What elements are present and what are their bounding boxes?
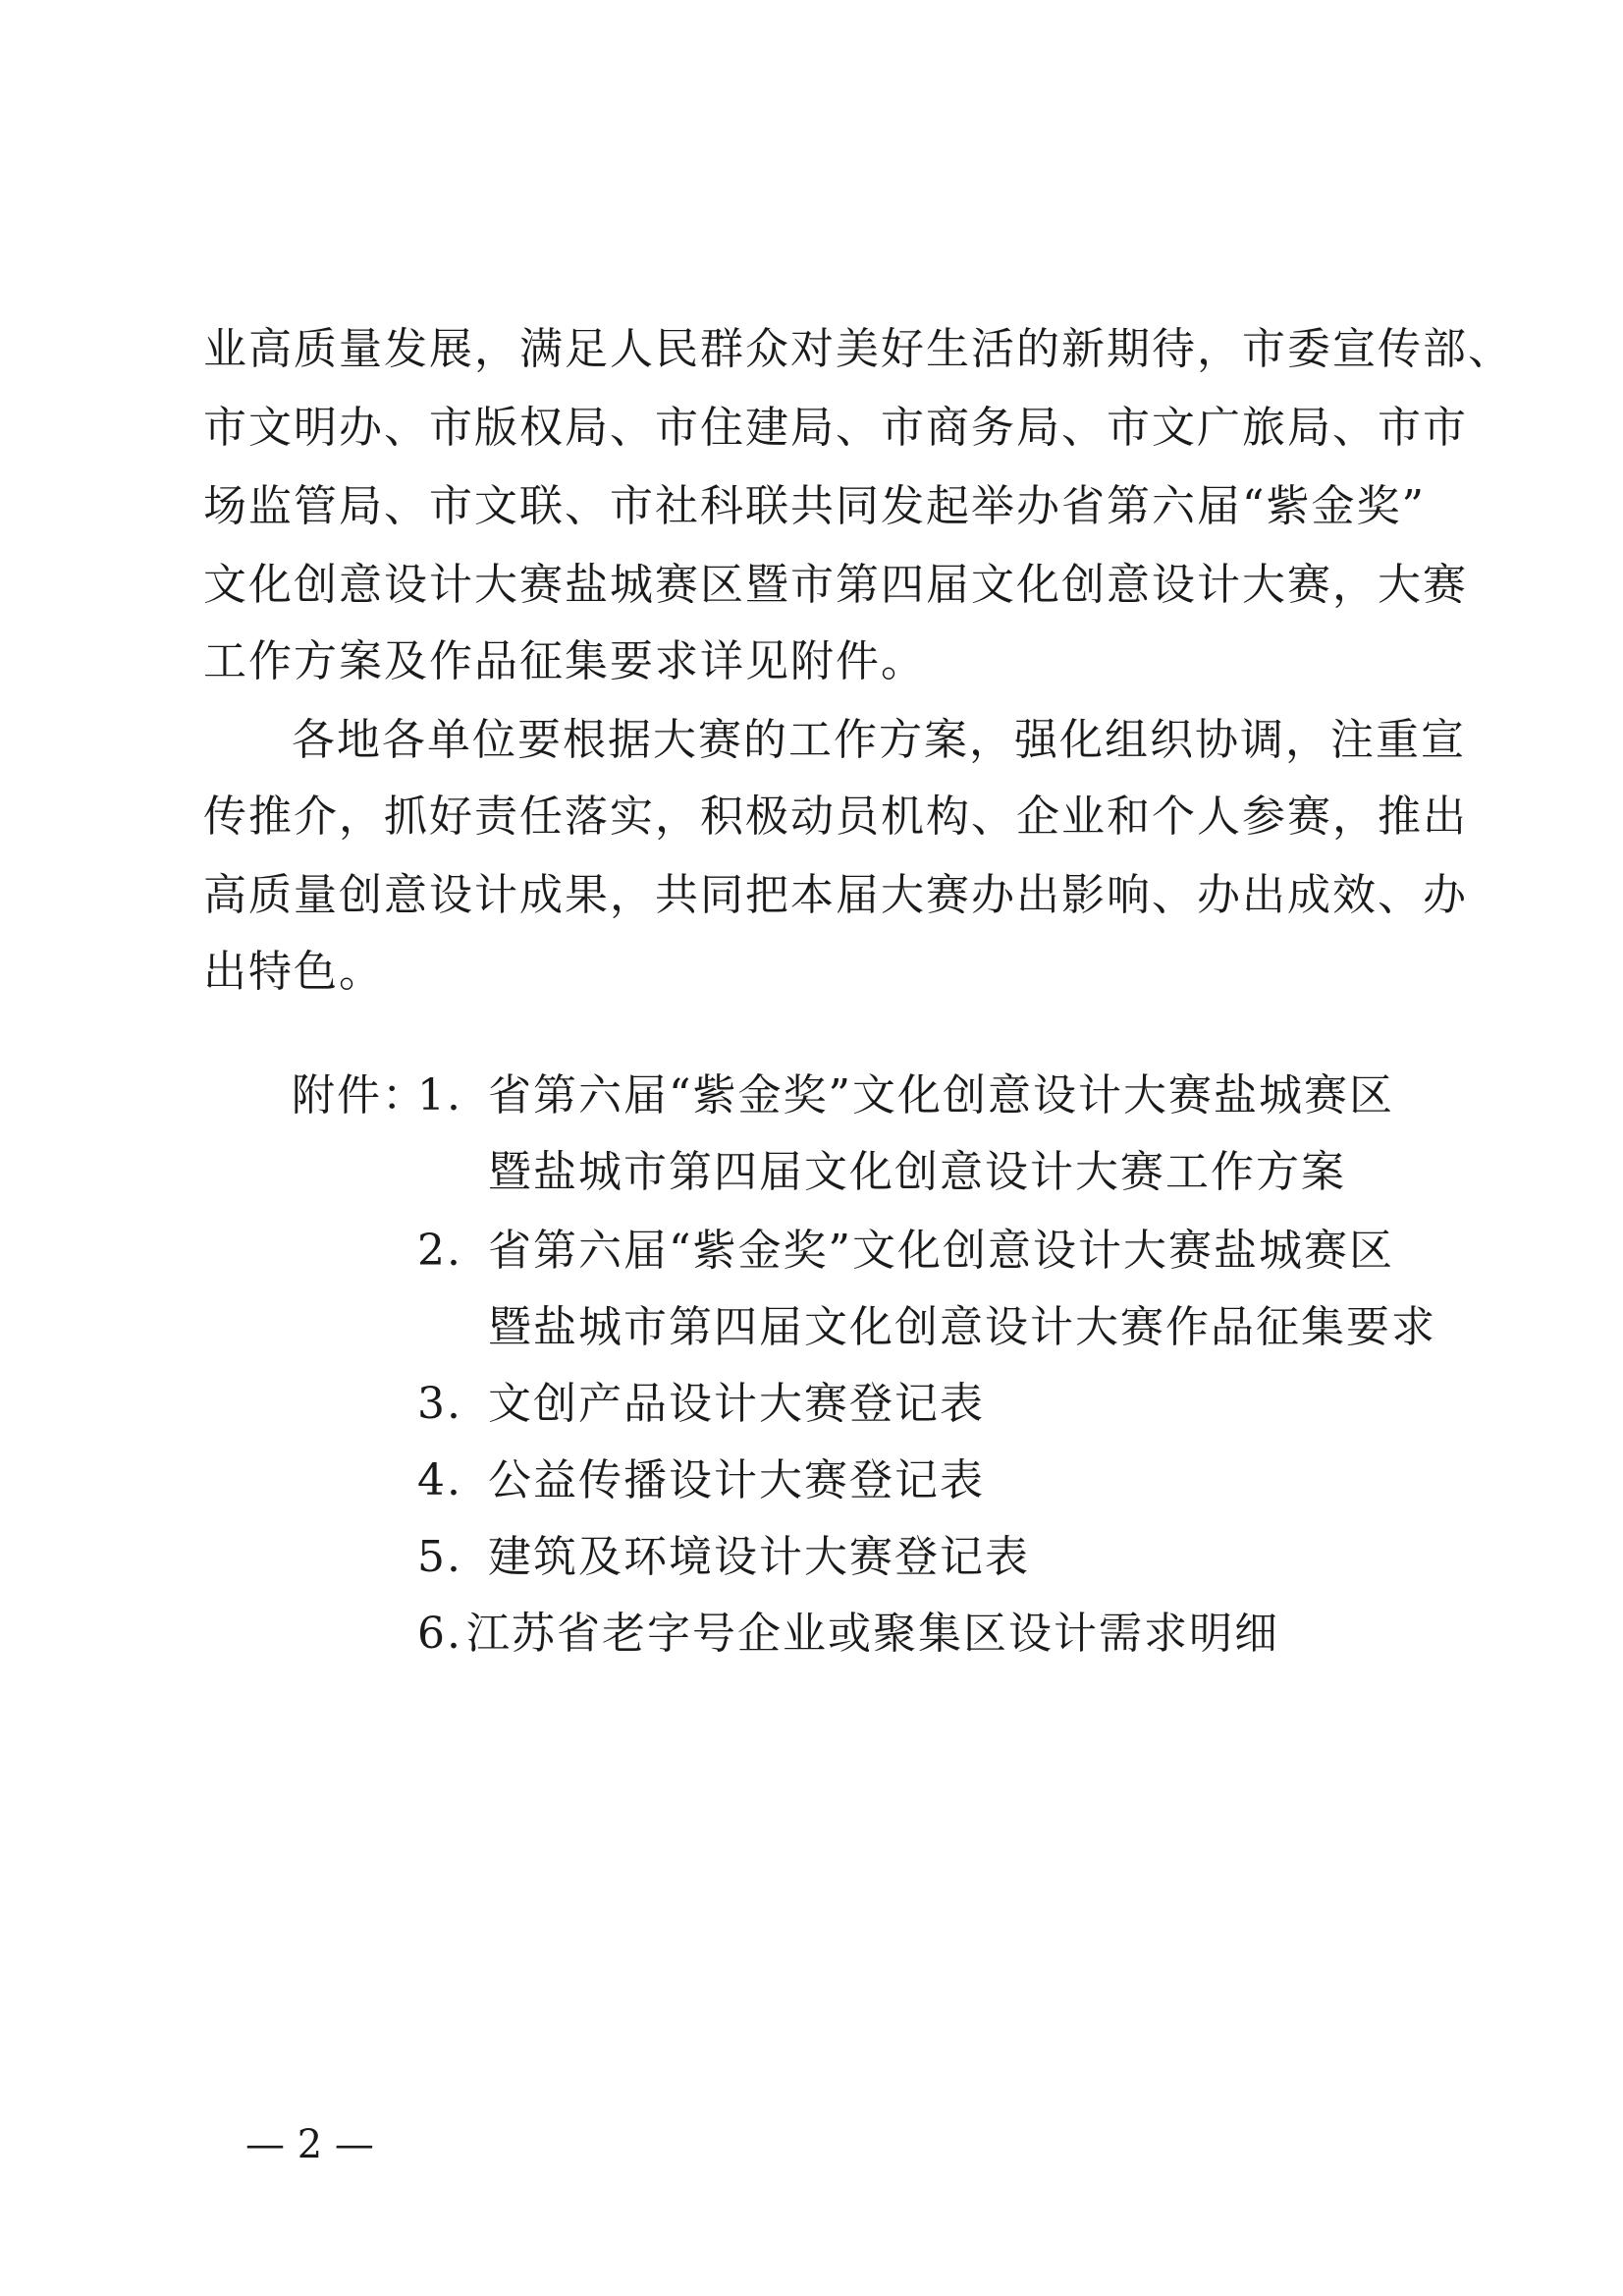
attachment-item-3	[417, 1379, 1409, 1430]
attachment-item-5	[417, 1532, 1409, 1583]
paragraph1-line-2: 市文明办、市版权局、市住建局、市商务局、市文广旅局、市市	[203, 403, 1468, 453]
paragraph2-line-1: 各地各单位要根据大赛的工作方案，强化组织协调，注重宣	[292, 715, 1466, 765]
attachment-item-2-continuation: 暨盐城市第四届文化创意设计大赛作品征集要求	[488, 1302, 1436, 1352]
attachment-title: 公益传播设计大赛登记表	[488, 1455, 985, 1505]
attachment-item-4	[417, 1455, 1409, 1506]
attachment-item-6	[417, 1609, 1409, 1660]
attachment-item-1-continuation: 暨盐城市第四届文化创意设计大赛工作方案	[488, 1147, 1346, 1197]
attachment-title: 文创产品设计大赛登记表	[488, 1379, 985, 1429]
attachments-label: 附件：	[292, 1070, 427, 1121]
attachment-title: 省第六届“紫金奖”文化创意设计大赛盐城赛区	[488, 1226, 1394, 1276]
attachment-item-1	[417, 1070, 1409, 1121]
paragraph2-line-4: 出特色。	[203, 947, 384, 997]
paragraph1-line-1: 业高质量发展，满足人民群众对美好生活的新期待，市委宣传部、	[203, 324, 1513, 374]
page-number: — 2 —	[245, 2122, 374, 2167]
attachment-number: 2.	[417, 1226, 462, 1276]
paragraph1-line-3: 场监管局、市文联、市社科联共同发起举办省第六届“紫金奖”	[203, 481, 1426, 531]
attachment-item-2	[417, 1226, 1409, 1277]
paragraph1-line-5: 工作方案及作品征集要求详见附件。	[203, 636, 926, 686]
attachment-number: 4.	[417, 1455, 462, 1505]
paragraph2-line-2: 传推介，抓好责任落实，积极动员机构、企业和个人参赛，推出	[203, 792, 1468, 842]
attachment-title: 省第六届“紫金奖”文化创意设计大赛盐城赛区	[488, 1070, 1394, 1121]
attachment-title: 江苏省老字号企业或聚集区设计需求明细	[466, 1609, 1279, 1659]
attachment-number: 6.	[417, 1609, 462, 1659]
attachment-title: 建筑及环境设计大赛登记表	[488, 1532, 1030, 1582]
attachment-number: 5.	[417, 1532, 462, 1582]
paragraph2-line-3: 高质量创意设计成果，共同把本届大赛办出影响、办出成效、办	[203, 870, 1468, 920]
attachment-number: 1.	[417, 1070, 462, 1121]
attachment-number: 3.	[417, 1379, 462, 1429]
paragraph1-line-4: 文化创意设计大赛盐城赛区暨市第四届文化创意设计大赛，大赛	[203, 560, 1468, 610]
